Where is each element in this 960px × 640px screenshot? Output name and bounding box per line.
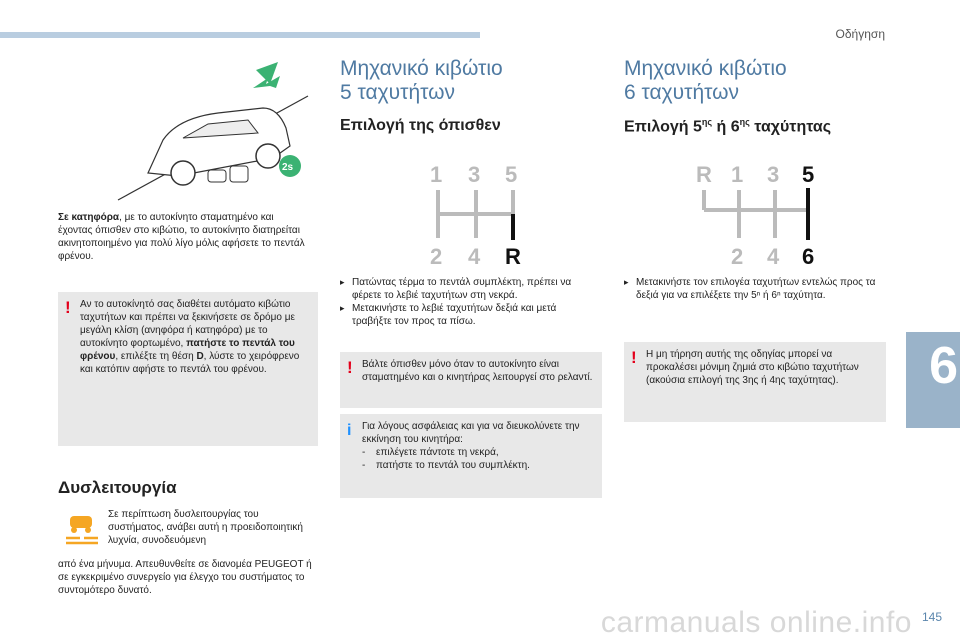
malfunction-text: Σε περίπτωση δυσλειτουργίας του συστήματος, ανάβει αυτή η προειδοποιητική λυχνία, συνοδευόμενη bbox=[108, 509, 303, 546]
gear-diagram-6 bbox=[694, 158, 844, 268]
hill-assist-warning-icon bbox=[62, 510, 102, 546]
gearbox6-title-line2: 6 ταχυτήτων bbox=[624, 81, 740, 104]
reverse-steps bbox=[340, 276, 592, 328]
gear-6-label: 6 bbox=[802, 244, 815, 268]
info-box bbox=[340, 414, 602, 498]
step-1-text: Πατώντας τέρμα το πεντάλ συμπλέκτη, πρέπει να φέρετε το λεβιέ ταχυτήτων στη νεκρά. bbox=[352, 277, 572, 301]
gear-diagram-5 bbox=[428, 158, 548, 268]
hill-start-illustration bbox=[58, 58, 318, 208]
page-number: 145 bbox=[921, 610, 942, 624]
step-1: ▸ Μετακινήστε τον επιλογέα ταχυτήτων εντελώς προς τα δεξιά για να επιλέξετε την 5ⁿ ή 6ⁿ ταχύτητα. bbox=[624, 277, 876, 301]
info-intro: Για λόγους ασφάλειας και για να διευκολύνετε την εκκίνηση του κινητήρα: bbox=[362, 421, 580, 445]
section-label: Οδήγηση bbox=[835, 27, 885, 41]
gear-2-label: 2 bbox=[430, 244, 443, 268]
subtitle-part-b: ή 6 bbox=[712, 118, 740, 136]
gearbox5-title bbox=[340, 57, 503, 105]
gear56-steps bbox=[624, 276, 876, 302]
gearbox6-title bbox=[624, 57, 787, 105]
subtitle-sup-b: ης bbox=[739, 117, 750, 127]
gearbox6-title-line1: Μηχανικό κιβώτιο bbox=[624, 57, 787, 80]
warning-reverse-text: Βάλτε όπισθεν μόνο όταν το αυτοκίνητο είναι σταματημένο και ο κινητήρας λειτουργεί στο ρελαντί. bbox=[362, 359, 593, 383]
gearbox5-title-line1: Μηχανικό κιβώτιο bbox=[340, 57, 503, 80]
gear-5-label: 5 bbox=[505, 162, 518, 187]
malfunction-text-2: από ένα μήνυμα. Απευθυνθείτε σε διανομέα PEUGEOT ή σε εγκεκριμένο συνεργείο για έλεγχο του συστήματος το συντομότερο δυνατό. bbox=[58, 559, 312, 596]
info-icon: i bbox=[347, 422, 352, 439]
gear56-subtitle bbox=[624, 117, 831, 136]
step-1: ▸ Πατώντας τέρμα το πεντάλ συμπλέκτη, πρέπει να φέρετε το λεβιέ ταχυτήτων στη νεκρά. bbox=[340, 277, 572, 301]
intro-text: , με το αυτοκίνητο σταματημένο και έχοντας όπισθεν στο κιβώτιο, το αυτοκίνητο διατηρείται ακινητοποιημένο για πολύ λίγο μόλις αφήσετε το πεντάλ φρένου. bbox=[58, 212, 305, 262]
gear-3-label: 3 bbox=[767, 162, 780, 187]
info-item-2-text: πατήστε το πεντάλ του συμπλέκτη. bbox=[376, 460, 530, 471]
warning-auto-text bbox=[80, 298, 310, 376]
intro-paragraph bbox=[58, 211, 310, 263]
warning-text-3: , λύστε το χειρόφρενο και κατόπιν αφήστε το πεντάλ του φρένου. bbox=[80, 351, 300, 375]
subtitle-part-c: ταχύτητας bbox=[749, 118, 832, 136]
warning-box-auto bbox=[58, 292, 318, 446]
warning-box-gear56 bbox=[624, 342, 886, 422]
subtitle-sup-a: ης bbox=[701, 117, 713, 127]
step-2-text: Μετακινήστε το λεβιέ ταχυτήτων δεξιά και μετά τραβήξτε τον προς τα πίσω. bbox=[352, 303, 557, 327]
warning-box-reverse bbox=[340, 352, 602, 408]
gearbox5-title-line2: 5 ταχυτήτων bbox=[340, 81, 456, 104]
gear-R-label: R bbox=[505, 244, 521, 268]
intro-bold: Σε κατηφόρα bbox=[58, 212, 120, 223]
warning-text-1: Αν το αυτοκίνητό σας διαθέτει αυτόματο κιβώτιο ταχυτήτων και πρέπει να ξεκινήσετε σε δρόμο με μεγάλη κλίση (ανηφόρα ή κατηφόρα) με το αυτοκίνητο φορτωμένο, bbox=[80, 299, 295, 349]
info-item-1: - επιλέγετε πάντοτε τη νεκρά, bbox=[362, 447, 499, 458]
gear-1-label: 1 bbox=[430, 162, 443, 187]
gear-2-label: 2 bbox=[731, 244, 744, 268]
reverse-subtitle: Επιλογή της όπισθεν bbox=[340, 117, 501, 134]
info-item-2: - πατήστε το πεντάλ του συμπλέκτη. bbox=[362, 460, 530, 471]
gear-4-label: 4 bbox=[767, 244, 780, 268]
subtitle-part-a: Επιλογή 5 bbox=[624, 118, 702, 136]
warning-text-2: , επιλέξτε τη θέση bbox=[115, 351, 197, 362]
gear-5-label: 5 bbox=[802, 162, 815, 187]
step-2: ▸ Μετακινήστε το λεβιέ ταχυτήτων δεξιά και μετά τραβήξτε τον προς τα πίσω. bbox=[340, 303, 557, 327]
gear-R-label: R bbox=[696, 162, 712, 187]
gear-1-label: 1 bbox=[731, 162, 744, 187]
warning-bold-2: D bbox=[196, 351, 204, 362]
step-1-text: Μετακινήστε τον επιλογέα ταχυτήτων εντελώς προς τα δεξιά για να επιλέξετε την 5ⁿ ή 6ⁿ ταχύτητα. bbox=[636, 277, 876, 301]
gear-3-label: 3 bbox=[468, 162, 481, 187]
warning-gear56-text: Η μη τήρηση αυτής της οδηγίας μπορεί να προκαλέσει μόνιμη ζημιά στο κιβώτιο ταχυτήτων (ακούσια επιλογή της 3ης ή 4ης ταχύτητας). bbox=[646, 349, 859, 386]
gear-4-label: 4 bbox=[468, 244, 481, 268]
warning-icon: ! bbox=[65, 298, 71, 317]
info-item-1-text: επιλέγετε πάντοτε τη νεκρά, bbox=[376, 447, 499, 458]
warning-icon: ! bbox=[347, 358, 353, 377]
badge-2s: 2s bbox=[282, 162, 294, 173]
chapter-number: 6 bbox=[929, 337, 958, 395]
header-bar bbox=[0, 32, 480, 38]
warning-icon: ! bbox=[631, 348, 637, 367]
watermark: carmanuals online.info bbox=[600, 606, 912, 639]
warning-bold: πατήστε το πεντάλ του φρένου bbox=[80, 338, 295, 362]
malfunction-title: Δυσλειτουργία bbox=[58, 478, 177, 497]
